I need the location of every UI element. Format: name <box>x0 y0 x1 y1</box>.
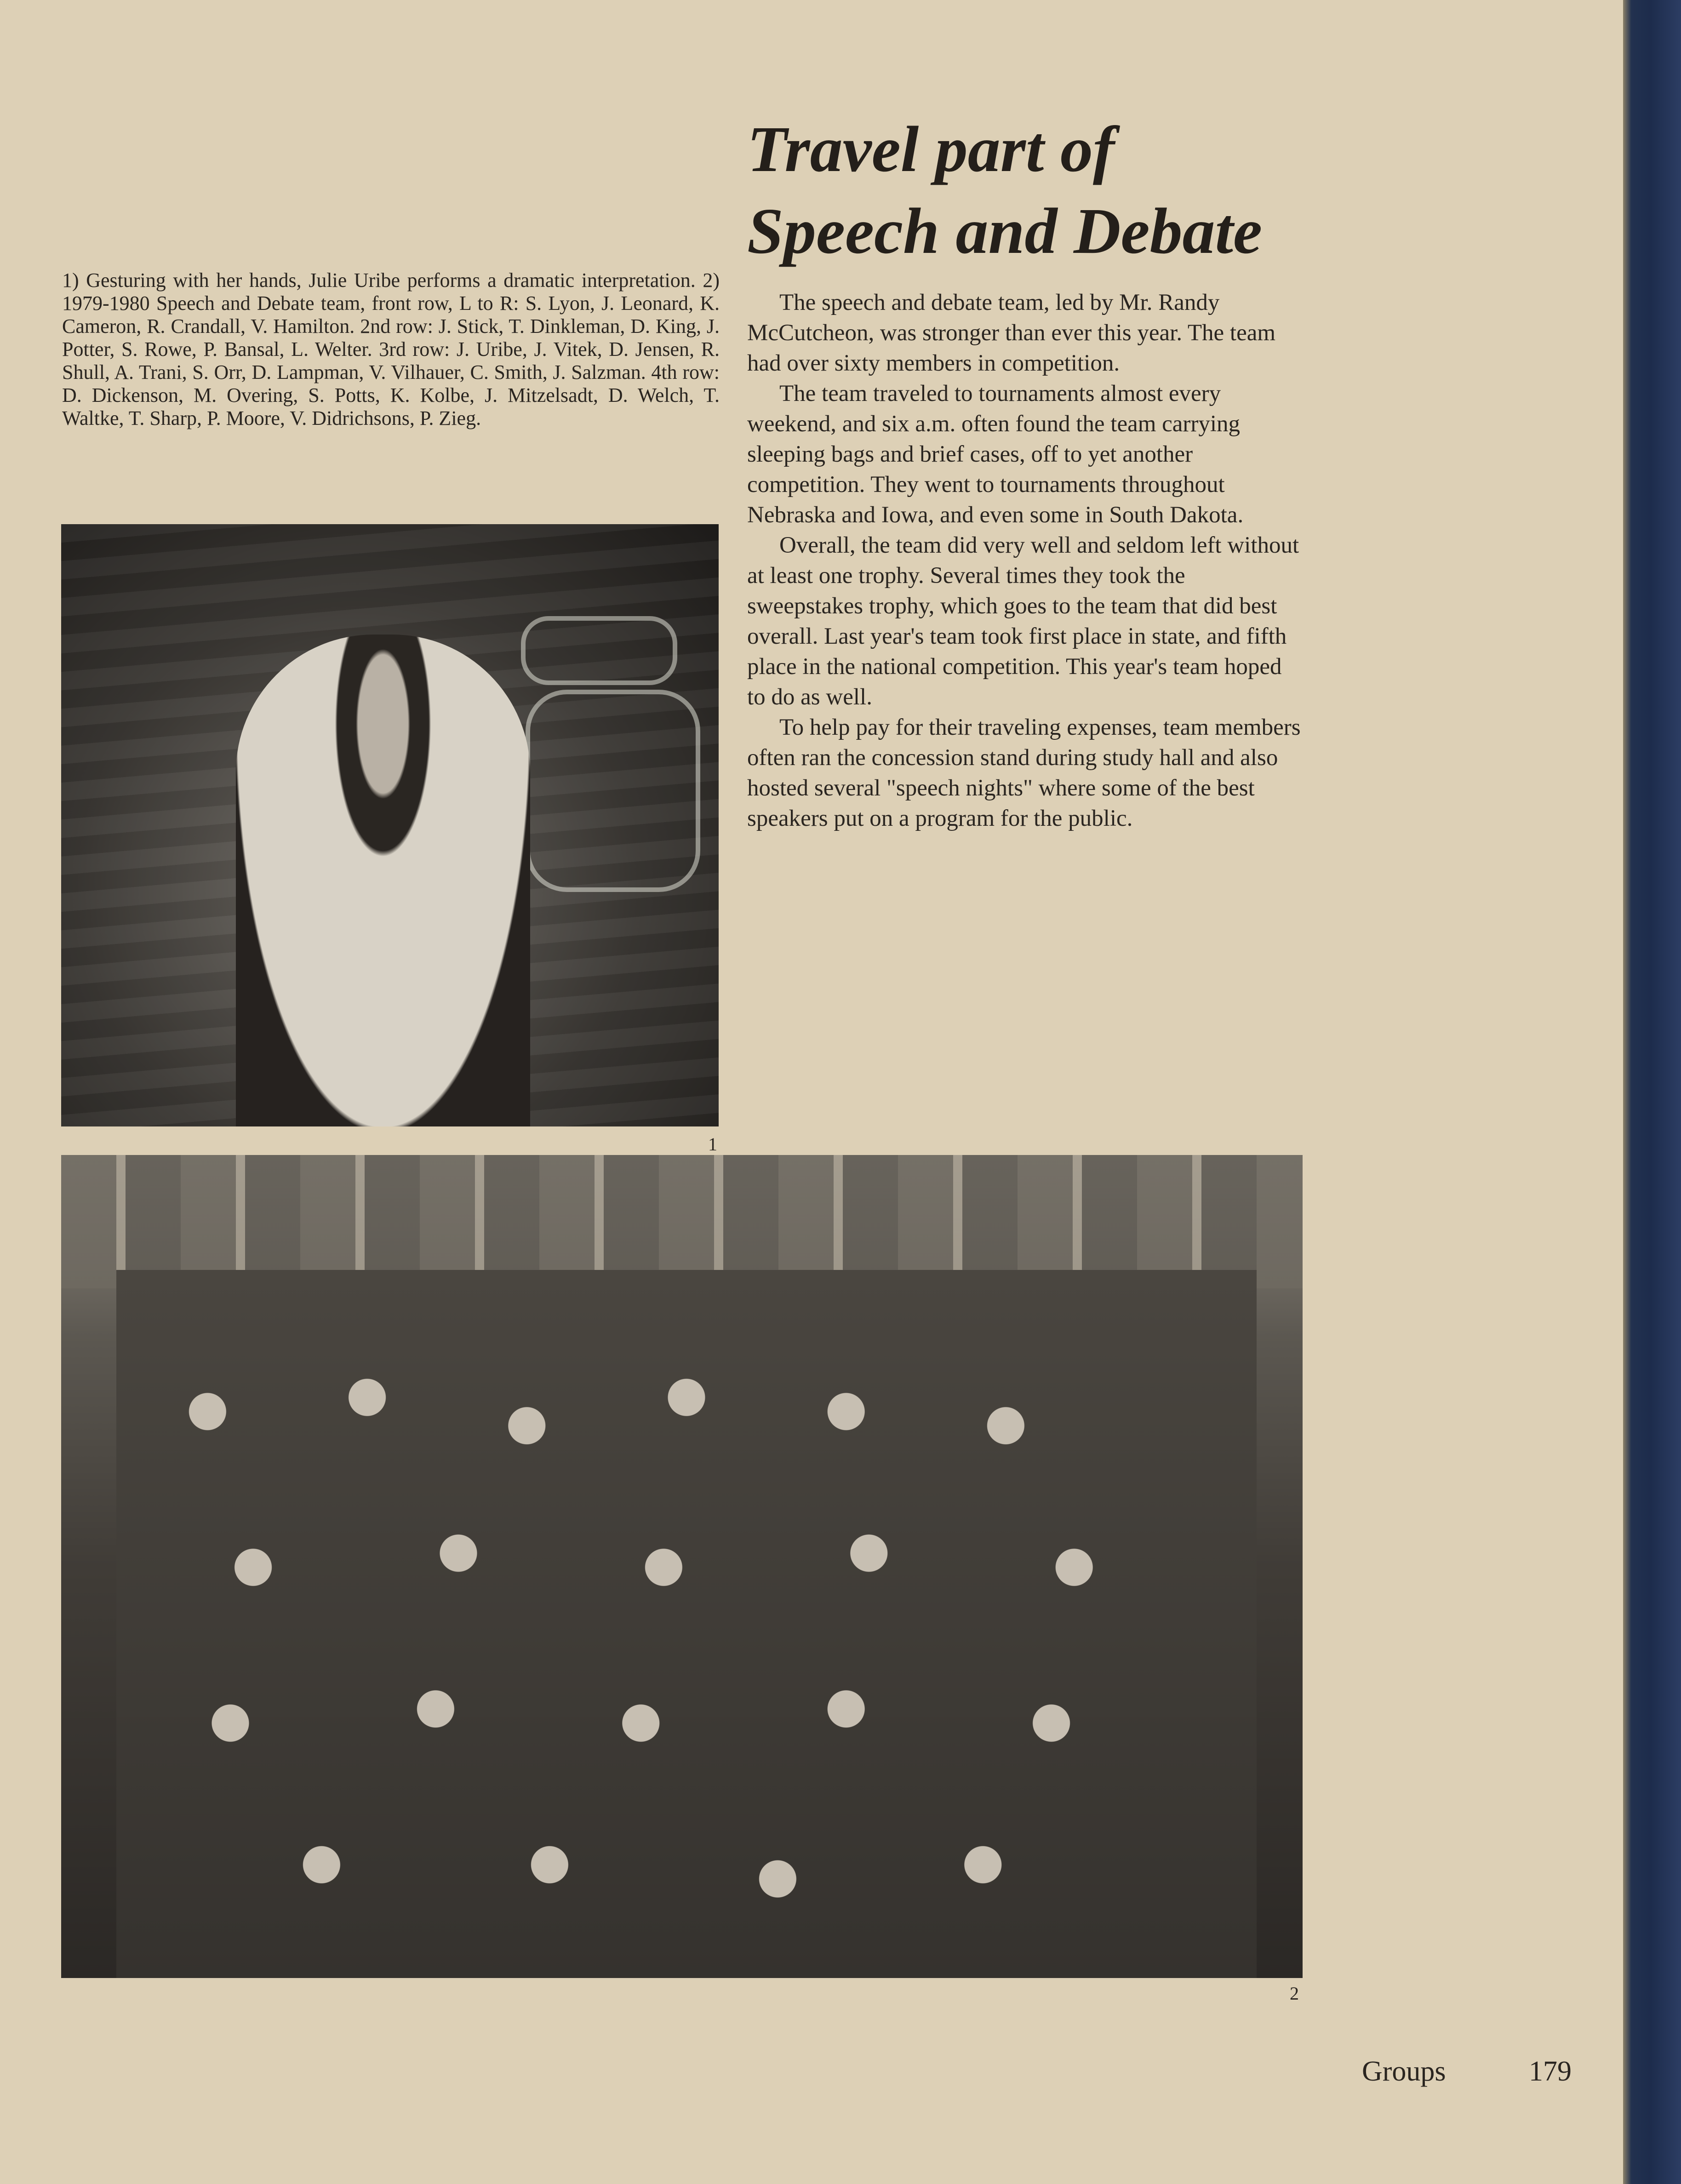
trophy-shelf <box>61 1155 1303 1288</box>
title-line-1: Travel part of <box>747 113 1115 185</box>
paragraph-1: The speech and debate team, led by Mr. Randy McCutcheon, was stronger than ever this year. The team had over sixty members in competition. <box>747 290 1276 376</box>
speaker-figure <box>236 635 530 1126</box>
book-binding <box>1623 0 1681 2184</box>
section-name: Groups <box>1362 2056 1446 2087</box>
title-line-2: Speech and Debate <box>747 194 1263 267</box>
article-body <box>747 287 1304 834</box>
photo-number-1: 1 <box>708 1134 717 1155</box>
page-number: 179 <box>1529 2056 1572 2087</box>
photo-team-group <box>61 1155 1303 1978</box>
paragraph-4: To help pay for their traveling expenses, team members often ran the concession stand during study hall and also hosted several "speech nights" where some of the best speakers put on a program for the public. <box>747 715 1301 831</box>
paragraph-2: The team traveled to tournaments almost every weekend, and six a.m. often found the team carrying sleeping bags and brief cases, off to yet another competition. They went to tournaments throughout Nebraska and Iowa, and even some in South Dakota. <box>747 381 1244 528</box>
chalk-scribble <box>521 616 677 685</box>
chalk-scribble <box>526 690 700 892</box>
photo-number-2: 2 <box>1290 1983 1299 2004</box>
page-title <box>747 108 1437 272</box>
photo-caption: 1) Gesturing with her hands, Julie Uribe performs a dramatic interpretation. 2) 1979-1980 Speech and Debate team, front row, L to R: S. Lyon, J. Leonard, K. Cameron, R. Crandall, V. Hamilton. 2nd row: J. Stick, T. Dinkleman, D. King, J. Potter, S. Rowe, P. Bansal, L. Welter. 3rd row: J. Uribe, J. Vitek, D. Jensen, R. Shull, A. Trani, S. Orr, D. Lampman, V. Vilhauer, C. Smith, J. Salzman. 4th row: D. Dickenson, M. Overing, S. Potts, K. Kolbe, J. Mitzelsadt, D. Welch, T. Waltke, T. Sharp, P. Moore, V. Didrichsons, P. Zieg. <box>62 269 720 429</box>
paragraph-3: Overall, the team did very well and seldom left without at least one trophy. Several times they took the sweepstakes trophy, which goes to the team that did best overall. Last year's team took first place in state, and fifth place in the national competition. This year's team hoped to do as well. <box>747 532 1299 710</box>
photo-dramatic-interpretation <box>61 524 719 1126</box>
team-members <box>116 1270 1257 1978</box>
